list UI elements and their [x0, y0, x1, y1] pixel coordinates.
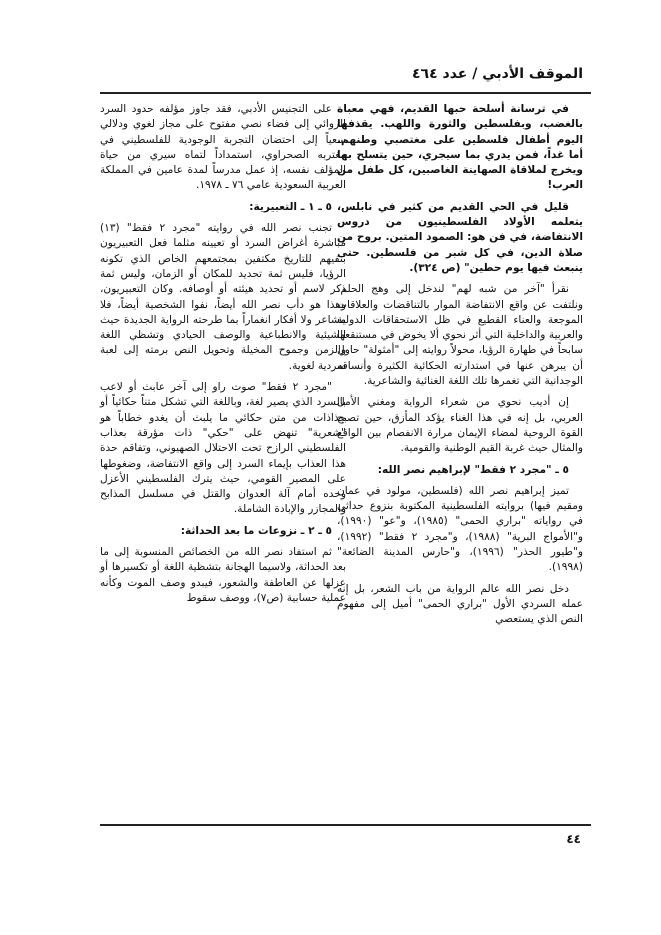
section-heading: ٥ ـ ٢ ـ نزوعات ما بعد الحداثة: [180, 524, 332, 537]
left-column [100, 102, 346, 612]
paragraph: دخل نصر الله عالم الرواية من باب الشعر، بل إنه عمله السردي الأول "براري الحمى" أميل إلى مفهوم النص الذي يستعصي [337, 582, 583, 626]
header-rule [100, 92, 591, 94]
paragraph: ثم استفاد نصر الله من الخصائص المنسوبة إلى ما بعد الحداثة، ولاسيما الهجانة بتشظية اللغة أو تكسيرها أو عزلها عن العاطفة والشعور، فيبدو وصف الموت وكأنه عملية حسابية (ص٧)، ووصف سقوط [100, 546, 346, 604]
page-header [0, 62, 661, 92]
page-number: ٤٤ [566, 832, 581, 846]
paragraph: تميز إبراهيم نصر الله (فلسطين، مولود في عمان ومقيم فيها) بروايته الفلسطينية المكتوبة بنزوع حداثي في رواياته "براري الحمى" (١٩٨٥)، و"عو" (١٩٩٠)، و"الأمواج البرية" (١٩٨٨)، و"مجرد ٢ فقط" (١٩٩٢)، و"طيور الحذر" (١٩٩٦)، و"حارس المدينة الضائعة" (١٩٩٨). [337, 484, 583, 574]
running-header-title: الموقف الأدبي / عدد ٤٦٤ [412, 66, 583, 82]
right-column [337, 102, 583, 634]
paragraph: "مجرد ٢ فقط" صوت راو إلى آخر عابث أو لاعب بالسرد الذي يصير لغة، وباللغة التي تشكل متناً حكائياً أو جذاذات من متن حكائي ما يلبث أن يغدو خطاباً هو "شعرية" تنهض على "حكي" ذات مؤرقة بعذاب الفلسطيني الرازح تحت الاحتلال الصهيوني، وتفاقم حدة هذا العذاب بإيماء السرد إلى واقع الانتفاضة، وضغوطها على المصير القومي، حيث يترك الفلسطيني الأعزل وحده أمام آلة العدوان والقتل في مسلسل المذابح والمجازر والإبادة الشاملة. [100, 381, 346, 516]
paragraph: تجنب نصر الله في روايته "مجرد ٢ فقط" (١٣) مباشرة أغراض السرد أو تعيينه مثلما فعل التعبيريون بنفيهم للتاريخ مكتفين بمجتمعهم الخاص الذي تكونه الرؤيا، فليس ثمة تحديد للمكان أو الزمان، وليس ثمة ذكر لاسم أو تحديد هيئته أو أوصافه. وكان التعبيريون، وهذا هو دأب نصر الله أيضاً، نفوا الشخصية أيضاً، فلا مشاعر ولا أفكار انغماراً بما طرحته الرواية الجديدة حيث الشيئية والانطباعية والوصف الحيادي وتشظي اللغة والزمن وجموح المخيلة وتحويل النص برمته إلى لعبة سردية لغوية. [100, 222, 346, 372]
paragraph: إن أديب نحوي من شعراء الرواية ومغني الأمل العربي، بل إنه في هذا الغناء يؤكد المأزق، حين تصبح القوة الروحية لمضاء الإيمان مرارة الانفصام بين الواقع والمثال حيث غربة القيم الوطنية والقومية. [337, 396, 583, 455]
paragraph: في ترسانة أسلحة حبها القديم، فهي معباة بالغضب، وبفلسطين والثورة واللهب. يقذفها اليوم أطفال فلسطين على مغتصبي وطنهم. أما غداً، فمن يدري بما سيجري، حين يتسلح بها ويخرج لملاقاة الصهاينة الغاصبين، كل طفل من العرب! [337, 103, 583, 192]
paragraph: نقرأ "آخر من شبه لهم" لندخل إلى وهج الحلم، ونلتفت عن واقع الانتفاضة الموار بالتناقضات والعلاقات الموجعة والعناء القطيع في ظل الاستحقاقات الدولية والعربية والداخلية التي أثر نحوي ألا يخوض في مستنقعها سابحاً في طهارة الرؤيا، محولاً روايته إلى "أمثولة" حاول أن يبرهن عنها في استدارته الحكائية الكثيرة وأنساقه الوجدانية التي تغمرها تلك اللغة الغنائية والشاعرية. [337, 283, 583, 388]
section-heading: ٥ ـ ١ ـ التعبيرية: [249, 200, 332, 213]
paragraph: على التجنيس الأدبي، فقد جاوز مؤلفه حدود السرد الروائي إلى فضاء نصي مفتوح على مجاز لغوي ودلالي سعياً إلى احتضان التجربة الوجودية للفلسطيني في مغتربه الصحراوي، استمداداً لتماه سيري من حياة المؤلف نفسه، إذ عمل مدرساً لمدة عامين في المملكة العربية السعودية عامي ٧٦ ـ ١٩٧٨. [100, 103, 346, 192]
section-heading: ٥ ـ "مجرد ٢ فقط" لإبراهيم نصر الله: [377, 463, 569, 476]
paragraph: قليل في الحي القديم من كثير في نابلس، يتعلمه الأولاد الفلسطينيون من دروس الانتفاضة، في فن هو: الصمود المتين. بروح من صلاة الدين، في كل شبر من فلسطين. حتى ينبعث فيها يوم حطين" (ص ٣٢٤). [337, 200, 583, 274]
footer-rule [100, 824, 591, 826]
